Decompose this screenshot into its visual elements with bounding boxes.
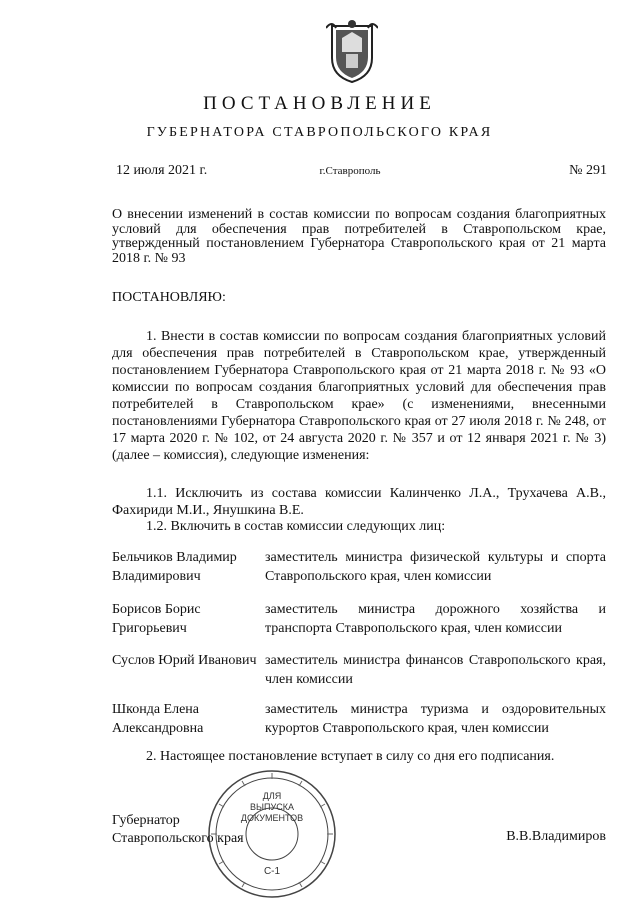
decree-word: ПОСТАНОВЛЯЮ:	[112, 290, 226, 305]
member-name: Шконда Елена Александровна	[112, 702, 204, 736]
stamp-line: ДОКУМЕНТОВ	[240, 813, 304, 823]
coat-of-arms-icon	[326, 18, 378, 84]
signatory-name: В.В.Владимиров	[506, 829, 606, 844]
paragraph-1-2-text: 1.2. Включить в состав комиссии следующих лиц:	[146, 519, 446, 534]
member-role: заместитель министра туризма и оздоровительных курортов Ставропольского края, член комиссии	[265, 702, 606, 736]
member-name: Суслов Юрий Иванович	[112, 653, 257, 668]
paragraph-1-1-text: 1.1. Исключить из состава комиссии Калинченко Л.А., Трухачева А.В., Фахириди М.И., Янушкина В.Е.	[112, 486, 606, 518]
paragraph-1-text: 1. Внести в состав комиссии по вопросам создания благоприятных условий для обеспечения прав потребителей в Ставропольском крае, утвержденный постановлением Губернатора Ставропольского края от 21 марта 2018 г. № 93 «О комиссии по вопросам создания благоприятных условий для обеспечения прав потребителей в Ставропольском крае» (с изменениями, внесенными постановлениями Губернатора Ставропольского края от 27 июля 2018 г. № 248, от 17 марта 2020 г. № 102, от 24 августа 2020 г. № 357 и от 12 января 2021 г. № 3) (далее – комиссия), следующие изменения:	[112, 329, 606, 463]
signatory-position	[112, 812, 244, 848]
member-name: Бельчиков Владимир Владимирович	[112, 550, 237, 584]
member-role: заместитель министра физической культуры и спорта Ставропольского края, член комиссии	[265, 550, 606, 584]
document-number: № 291	[569, 163, 607, 178]
signatory-position-line: Губернатор	[112, 813, 180, 828]
document-city: г.Ставрополь	[319, 165, 381, 177]
document-subtitle: ГУБЕРНАТОРА СТАВРОПОЛЬСКОГО КРАЯ	[146, 125, 493, 140]
paragraph-1-1	[112, 485, 606, 519]
member-role: заместитель министра финансов Ставропольского края, член комиссии	[265, 653, 606, 687]
paragraph-1-2	[112, 518, 606, 535]
document-subject: О внесении изменений в состав комиссии по вопросам создания благоприятных условий для обеспечения прав потребителей в Ставропольском крае, утвержденный постановлением Губернатора Ставропольского края от 21 марта 2018 г. № 93	[112, 207, 606, 266]
member-name: Борисов Борис Григорьевич	[112, 602, 201, 636]
signatory-position-line: Ставропольского края	[112, 831, 244, 846]
member-role: заместитель министра дорожного хозяйства и транспорта Ставропольского края, член комиссии	[265, 602, 606, 636]
paragraph-1	[112, 328, 606, 464]
document-title: ПОСТАНОВЛЕНИЕ	[203, 93, 436, 114]
stamp-code: С-1	[263, 866, 281, 877]
stamp-line: ВЫПУСКА	[250, 802, 294, 812]
paragraph-2: 2. Настоящее постановление вступает в силу со дня его подписания.	[146, 749, 555, 764]
document-date: 12 июля 2021 г.	[116, 163, 208, 178]
stamp-line: ДЛЯ	[262, 791, 282, 801]
